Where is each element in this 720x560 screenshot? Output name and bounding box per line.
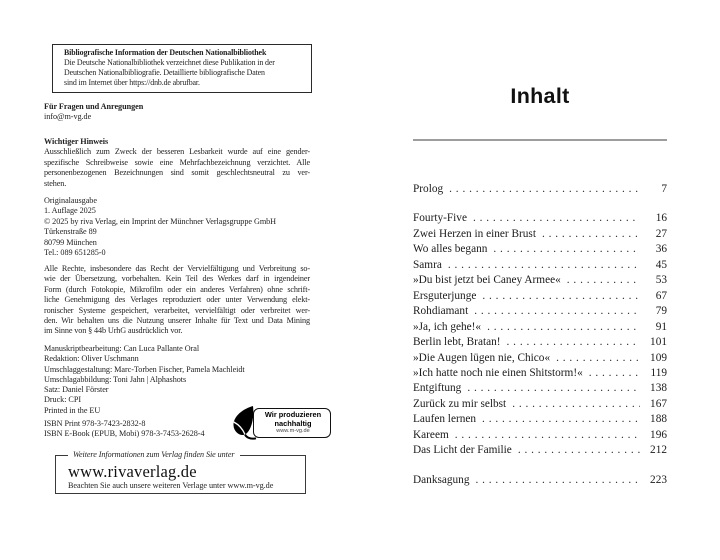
- toc-row: [413, 473, 667, 488]
- publisher-box-legend: Weitere Informationen zum Verlag finden Sie unter: [68, 450, 240, 459]
- toc-entry-title: »Ich hatte noch nie einen Shitstorm!«: [413, 366, 583, 379]
- dot-leader: [507, 335, 640, 350]
- dot-leader: [487, 320, 640, 335]
- contact-title: Für Fragen und Anregungen: [44, 102, 144, 111]
- toc-entry-page-number: 16: [655, 212, 667, 225]
- text-line: Satz: Daniel Förster: [44, 385, 109, 395]
- toc-entry-page-number: 109: [650, 351, 667, 364]
- toc-entry-title: Ersguterjunge: [413, 289, 477, 302]
- dot-leader: [542, 227, 640, 242]
- toc-row: [413, 273, 667, 288]
- toc-entry-page-number: 91: [655, 320, 667, 333]
- toc-entry-page-number: 36: [655, 243, 667, 256]
- toc-entry-title: Prolog: [413, 183, 444, 195]
- text-line: Tel.: 089 651285-0: [44, 248, 106, 258]
- toc-entry-page-number: 101: [650, 336, 667, 349]
- sustainability-badge-label: [253, 408, 331, 438]
- edition-block: [44, 196, 310, 258]
- toc-row: [413, 366, 667, 381]
- toc-entry-page-number: 79: [655, 305, 667, 318]
- toc-entry-page-number: 7: [661, 183, 667, 195]
- toc-entry-page-number: 119: [650, 366, 667, 379]
- toc-entry-title: Berlin lebt, Bratan!: [413, 336, 501, 349]
- publisher-url: www.rivaverlag.de: [68, 462, 197, 481]
- text-line: sind im Internet über https://dnb.de abrufbar.: [64, 78, 200, 87]
- text-line: den. Wir behalten uns die Nutzung unserer Inhalte für Text und Data Mining: [44, 316, 310, 326]
- text-line: Printed in the EU: [44, 405, 101, 415]
- rights-block: [44, 264, 310, 337]
- text-line: ronischer Systeme gespeichert, verarbeitet, vervielfältigt oder verbreitet wer-: [44, 305, 310, 315]
- text-line: © 2025 by riva Verlag, ein Imprint der Münchner Verlagsgruppe GmbH: [44, 216, 277, 226]
- leaf-icon: [231, 404, 257, 442]
- dot-leader: [474, 304, 640, 319]
- toc-entry-title: Samra: [413, 258, 442, 271]
- title-rule: [413, 139, 667, 141]
- toc-entry-title: Fourty-Five: [413, 212, 467, 225]
- publisher-note: Beachten Sie auch unsere weiteren Verlage unter www.m-vg.de: [68, 481, 274, 490]
- toc-row: [413, 381, 667, 396]
- text-line: Form (durch Fotokopie, Mikrofilm oder ein anderes Verfahren) ohne schrift-: [44, 284, 310, 294]
- toc-entry-page-number: 45: [655, 258, 667, 271]
- text-line: Redaktion: Oliver Uschmann: [44, 354, 139, 364]
- publisher-info-box: [55, 450, 306, 494]
- badge-url: www.m-vg.de: [276, 428, 310, 435]
- toc-entry-page-number: 53: [655, 274, 667, 287]
- dot-leader: [455, 428, 640, 443]
- dot-leader: [567, 273, 640, 288]
- toc-row: [413, 289, 667, 304]
- text-line: stehen.: [44, 178, 67, 188]
- dot-leader: [556, 351, 640, 366]
- dot-leader: [589, 366, 640, 381]
- text-line: im Sinne von § 44b UrhG ausdrücklich vor.: [44, 326, 183, 336]
- toc-entry-title: Kareem: [413, 428, 449, 441]
- badge-text-line1: Wir produzieren: [264, 409, 322, 419]
- text-line: Originalausgabe: [44, 196, 97, 205]
- dot-leader: [482, 412, 640, 427]
- toc-row: [413, 182, 667, 197]
- text-line: Umschlagabbildung: Toni Jahn | Alphashots: [44, 374, 187, 384]
- text-line: personenbezogenen Bezeichnungen sind somit geschlechtsneutral zu ver-: [44, 168, 310, 178]
- toc-entry-page-number: 67: [655, 289, 667, 302]
- dot-leader: [449, 182, 640, 197]
- notice-block: [44, 137, 310, 189]
- text-line: Umschlaggestaltung: Marc-Torben Fischer, Pamela Machleidt: [44, 364, 245, 374]
- sustainability-badge: [231, 404, 331, 442]
- toc-entry-page-number: 196: [650, 428, 667, 441]
- toc-row: [413, 211, 667, 226]
- toc-row: [413, 304, 667, 319]
- toc-entry-title: »Du bist jetzt bei Caney Armee«: [413, 274, 561, 287]
- toc-entry-page-number: 188: [650, 413, 667, 426]
- text-line: Alle Rechte, insbesondere das Recht der Vervielfältigung und Verbreitung so-: [44, 264, 310, 273]
- isbn-line: ISBN Print 978-3-7423-2832-8: [44, 419, 146, 428]
- toc-row: [413, 428, 667, 443]
- toc-entry-title: Wo alles begann: [413, 243, 488, 256]
- toc-row: [413, 443, 667, 458]
- toc-entry-title: Entgiftung: [413, 382, 462, 395]
- toc-entry-title: Zurück zu mir selbst: [413, 397, 507, 410]
- toc-row: [413, 242, 667, 257]
- toc-entry-title: Zwei Herzen in einer Brust: [413, 227, 536, 240]
- notice-title: Wichtiger Hinweis: [44, 137, 109, 146]
- text-line: spezifische Schreibweise sowie eine Mehrfachbezeichnung verzichtet. Alle: [44, 157, 310, 167]
- text-line: Druck: CPI: [44, 395, 82, 405]
- toc-entry-title: »Ja, ich gehe!«: [413, 320, 482, 333]
- dot-leader: [473, 211, 640, 226]
- text-line: Türkenstraße 89: [44, 227, 97, 237]
- dnb-info-box: [52, 44, 312, 93]
- toc-entry-page-number: 212: [650, 444, 667, 457]
- text-line: wie der Übersetzung, vorbehalten. Kein Teil des Werkes darf in irgendeiner: [44, 274, 310, 284]
- contact-email: info@m-vg.de: [44, 112, 92, 122]
- dot-leader: [475, 473, 640, 488]
- toc-entry-title: Das Licht der Familie: [413, 444, 512, 457]
- dot-leader: [482, 289, 640, 304]
- toc-entry-title: Laufen lernen: [413, 413, 477, 426]
- page-title: Inhalt: [510, 84, 570, 108]
- text-line: liche Genehmigung des Verlages reproduziert oder unter Verwendung elekt-: [44, 295, 310, 305]
- dnb-box-title: Bibliografische Information der Deutschen Nationalbibliothek: [64, 48, 267, 57]
- contact-block: [44, 102, 310, 123]
- dot-leader: [448, 258, 640, 273]
- table-of-contents: [413, 182, 667, 488]
- toc-entry-page-number: 167: [650, 397, 667, 410]
- toc-entry-title: Rohdiamant: [413, 305, 469, 318]
- toc-row: [413, 351, 667, 366]
- toc-entry-title: Danksagung: [413, 473, 470, 486]
- dnb-box-text: [64, 58, 304, 88]
- text-line: Die Deutsche Nationalbibliothek verzeichnet diese Publikation in der: [64, 58, 275, 67]
- toc-entry-page-number: 27: [655, 227, 667, 240]
- badge-text-line2: nachhaltig: [274, 418, 312, 428]
- text-line: 1. Auflage 2025: [44, 206, 96, 216]
- text-line: Manuskriptbearbeitung: Can Luca Pallante Oral: [44, 344, 200, 353]
- toc-entry-title: »Die Augen lügen nie, Chico«: [413, 351, 551, 364]
- toc-row: [413, 397, 667, 412]
- toc-entry-page-number: 138: [650, 382, 667, 395]
- text-line: Ausschließlich zum Zweck der besseren Lesbarkeit wurde auf eine gender-: [44, 147, 310, 157]
- dot-leader: [493, 242, 640, 257]
- toc-row: [413, 258, 667, 273]
- dot-leader: [467, 381, 640, 396]
- toc-row: [413, 320, 667, 335]
- text-line: Deutschen Nationalbibliografie. Detaillierte bibliografische Daten: [64, 68, 265, 77]
- dot-leader: [512, 397, 640, 412]
- dot-leader: [518, 443, 640, 458]
- toc-row: [413, 335, 667, 350]
- toc-row: [413, 227, 667, 242]
- text-line: 80799 München: [44, 237, 97, 247]
- toc-row: [413, 412, 667, 427]
- notice-text: [44, 147, 310, 189]
- toc-entry-page-number: 223: [650, 473, 667, 486]
- isbn-line: ISBN E-Book (EPUB, Mobi) 978-3-7453-2628-4: [44, 429, 205, 439]
